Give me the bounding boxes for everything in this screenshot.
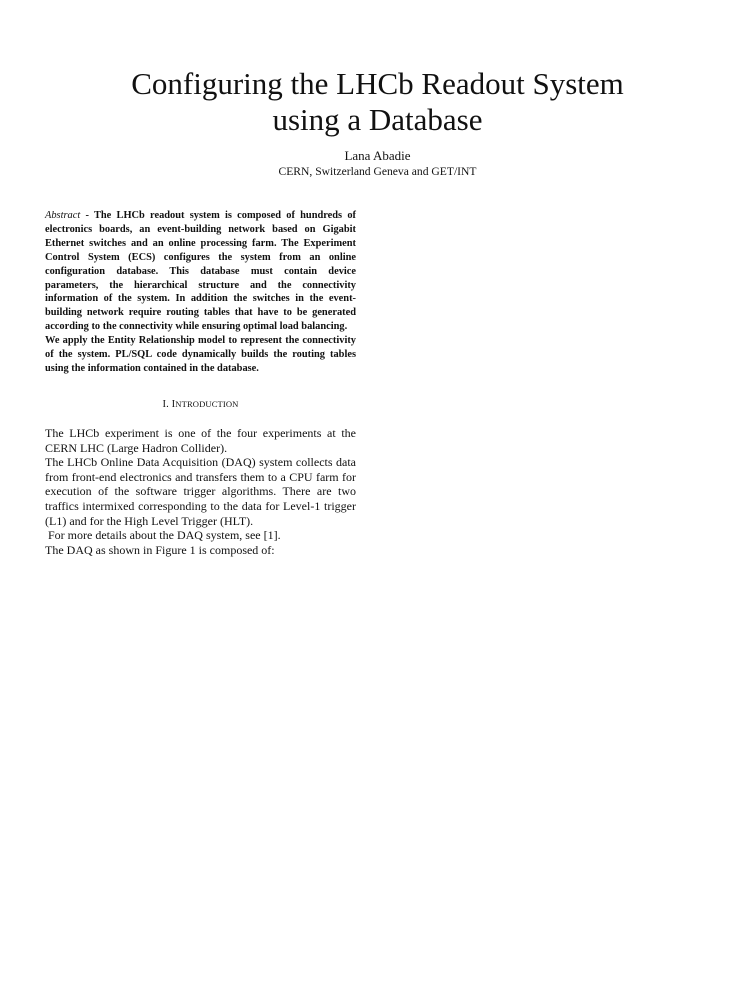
body-paragraph: The DAQ as shown in Figure 1 is composed of: <box>45 542 275 557</box>
paper-title <box>0 66 755 138</box>
abstract <box>45 209 356 376</box>
section-number: I. <box>162 399 172 410</box>
section-title-rest: NTRODUCTION <box>175 399 239 409</box>
section-initial: I <box>171 399 176 410</box>
body-paragraph: The LHCb experiment is one of the four experiments at the CERN LHC (Large Hadron Collider). <box>45 426 356 455</box>
body-paragraph: For more details about the DAQ system, see [1]. <box>45 528 281 543</box>
abstract-label: Abstract <box>45 210 81 221</box>
title-line-1: Configuring the LHCb Readout System <box>131 66 624 101</box>
section-heading-introduction <box>45 397 356 412</box>
abstract-paragraph-1: The LHCb readout system is composed of hundreds of electronics boards, an event-building network based on Gigabit Ethernet switches and an online processing farm. The Experiment Control System (ECS) configures the system from an online configuration database. This database must contain device parameters, the hierarchical structure and the connectivity information of the system. In addition the switches in the event-building network require routing tables that have to be generated according to the connectivity while ensuring optimal load balancing. <box>45 210 356 333</box>
author-name: Lana Abadie <box>344 148 411 163</box>
abstract-separator: - <box>80 210 94 221</box>
introduction-body <box>45 426 356 557</box>
body-paragraph: The LHCb Online Data Acquisition (DAQ) system collects data from front-end electronics and transfers them to a CPU farm for execution of the software trigger algorithms. There are two traffics intermixed corresponding to the data for Level-1 trigger (L1) and for the High Level Trigger (HLT). <box>45 455 356 528</box>
title-line-2: using a Database <box>272 102 483 137</box>
author-affiliation: CERN, Switzerland Geneva and GET/INT <box>278 165 477 178</box>
abstract-paragraph-2: We apply the Entity Relationship model to represent the connectivity of the system. PL/SQL code dynamically builds the routing tables using the information contained in the database. <box>45 335 356 374</box>
